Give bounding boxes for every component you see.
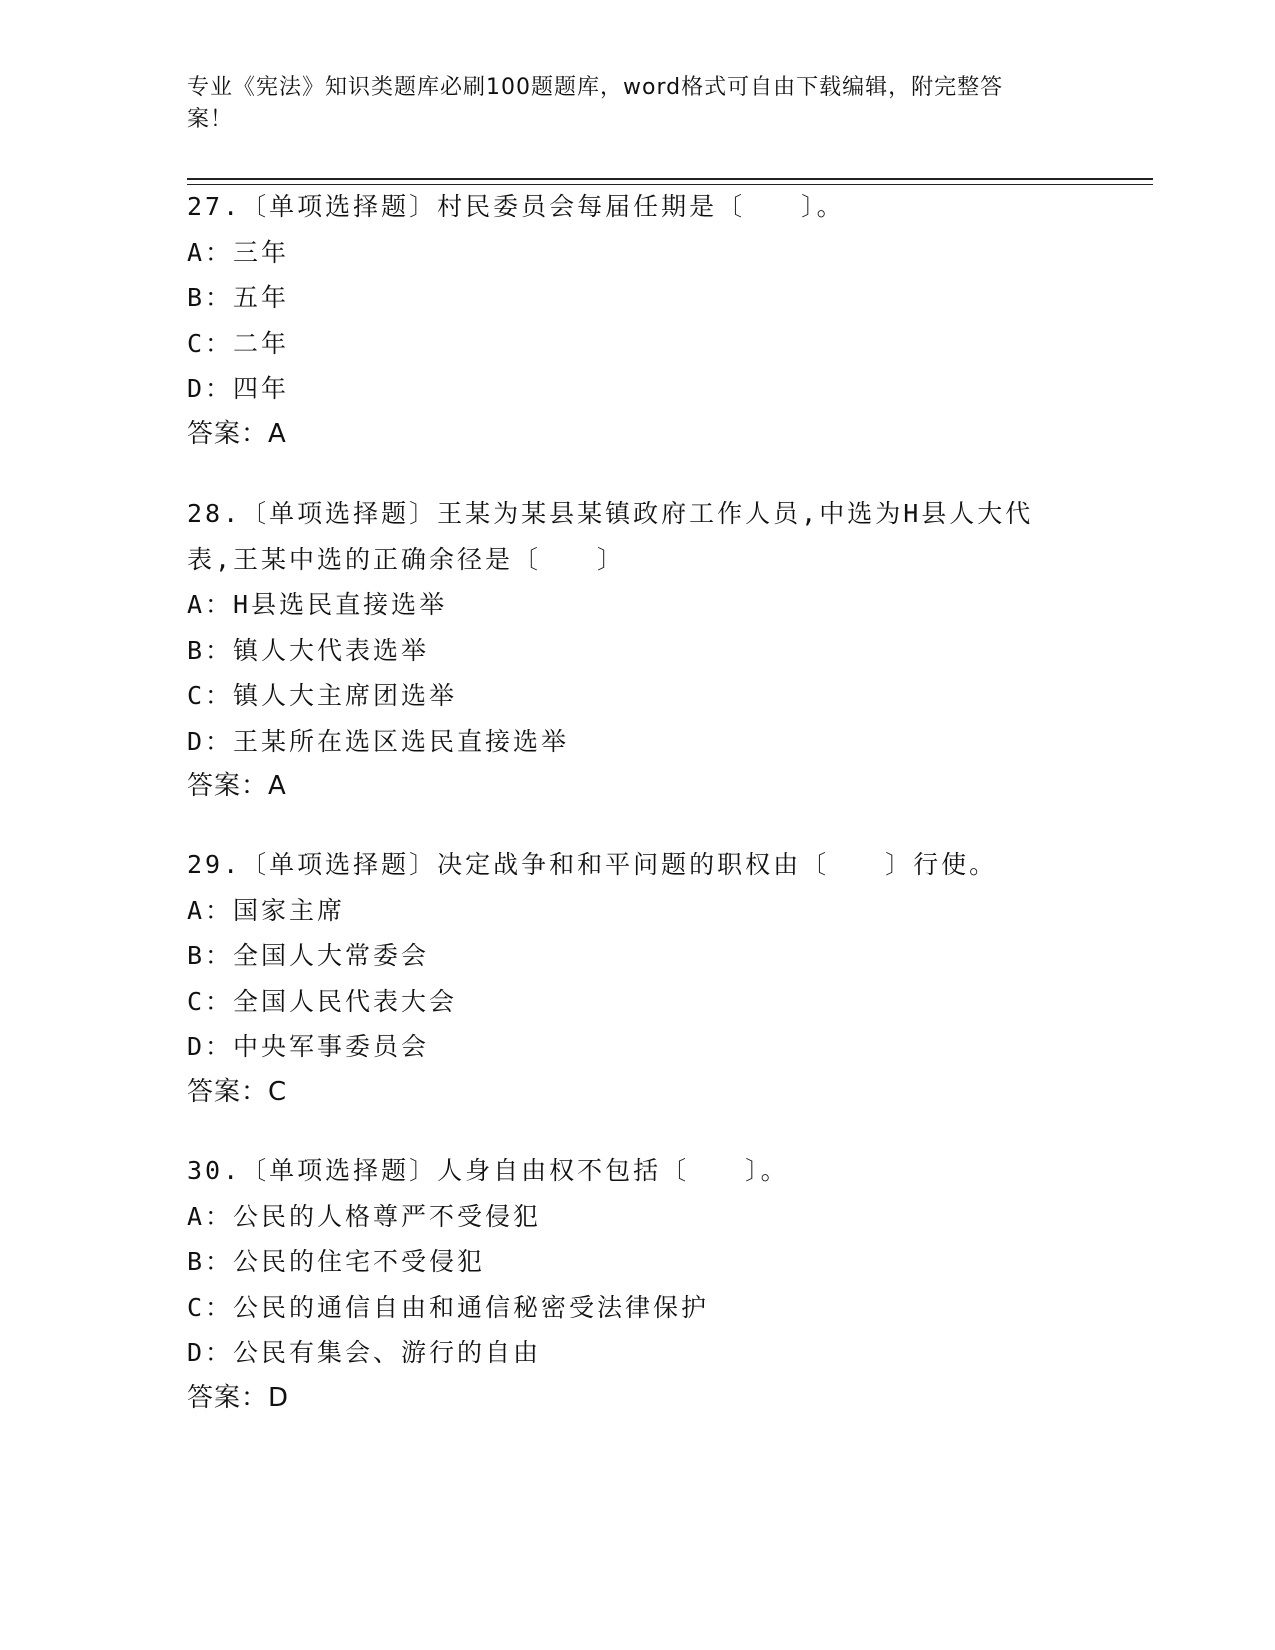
question-stem: 28.〔单项选择题〕王某为某县某镇政府工作人员,中选为H县人大代 [187, 499, 1034, 528]
header-divider-thick [187, 178, 1153, 180]
header-line-2: 案！ [187, 107, 234, 132]
option-d: D：公民有集会、游行的自由 [187, 1338, 542, 1367]
option-b: B：全国人大常委会 [187, 941, 430, 970]
option-c: C：全国人民代表大会 [187, 986, 458, 1016]
answer-line: 答案：A [187, 418, 287, 449]
option-d: D：中央军事委员会 [187, 1032, 430, 1061]
answer-line: 答案：C [187, 1076, 288, 1107]
option-c: C：二年 [187, 328, 290, 358]
option-a: A：公民的人格尊严不受侵犯 [187, 1201, 542, 1231]
answer-line: 答案：A [187, 771, 287, 801]
question-stem-continued: 表,王某中选的正确余径是〔 〕 [187, 544, 626, 574]
option-c: C：公民的通信自由和通信秘密受法律保护 [187, 1292, 710, 1322]
question-stem: 30.〔单项选择题〕人身自由权不包括〔 〕。 [187, 1156, 789, 1185]
document-header [187, 72, 1067, 136]
answer-line: 答案：D [187, 1382, 290, 1413]
question-stem: 29.〔单项选择题〕决定战争和和平问题的职权由〔 〕行使。 [187, 850, 998, 879]
option-b: B：五年 [187, 283, 290, 312]
question-30 [187, 1148, 1087, 1421]
question-27 [187, 184, 1087, 457]
option-d: D：王某所在选区选民直接选举 [187, 726, 570, 756]
option-a: A：H县选民直接选举 [187, 590, 448, 619]
option-a: A：三年 [187, 237, 290, 267]
option-c: C：镇人大主席团选举 [187, 681, 458, 710]
option-d: D：四年 [187, 374, 290, 403]
header-line-1: 专业《宪法》知识类题库必刷100题题库，word格式可自由下载编辑，附完整答 [187, 75, 1004, 100]
option-b: B：镇人大代表选举 [187, 635, 430, 665]
question-29 [187, 842, 1087, 1115]
option-b: B：公民的住宅不受侵犯 [187, 1247, 486, 1276]
question-stem: 27.〔单项选择题〕村民委员会每届任期是〔 〕。 [187, 192, 845, 221]
question-28 [187, 491, 1087, 810]
option-a: A：国家主席 [187, 895, 346, 925]
